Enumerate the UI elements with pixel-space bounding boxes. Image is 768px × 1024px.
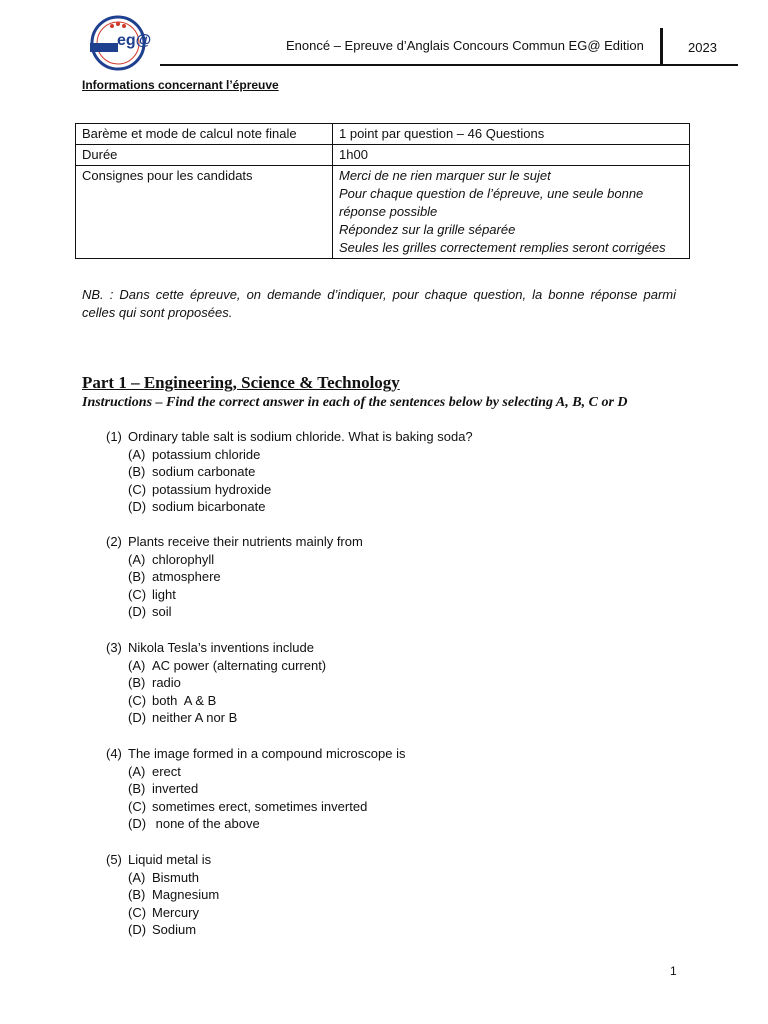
answer-option xyxy=(128,463,473,481)
info-value-line: 1h00 xyxy=(339,147,368,162)
option-text: Mercury xyxy=(152,904,199,920)
option-letter: (C) xyxy=(128,692,147,708)
option-text: atmosphere xyxy=(152,569,221,585)
option-text: inverted xyxy=(152,781,199,797)
answer-option xyxy=(128,798,405,816)
answer-option xyxy=(128,481,473,499)
answer-option xyxy=(128,709,326,727)
part-instructions: Instructions – Find the correct answer in each of the sentences below by selecting A, B, C or D xyxy=(82,395,628,410)
answer-option xyxy=(128,921,219,939)
info-label: Consignes pour les candidats xyxy=(76,166,333,259)
answer-option xyxy=(128,886,219,904)
info-value-line: 1 point par question – 46 Questions xyxy=(339,126,545,141)
question-stem xyxy=(106,639,326,657)
answer-option xyxy=(128,586,363,604)
question-text: Ordinary table salt is sodium chloride. What is baking soda? xyxy=(128,429,473,444)
option-list xyxy=(106,657,326,727)
info-value xyxy=(333,124,690,145)
option-text: sodium bicarbonate xyxy=(152,499,266,515)
option-letter: (B) xyxy=(128,464,146,480)
question-stem xyxy=(106,745,405,763)
header-title: Enoncé – Epreuve d’Anglais Concours Commun EG@ Edition xyxy=(286,38,644,53)
option-text: light xyxy=(152,586,176,602)
option-letter: (D) xyxy=(128,499,147,515)
question xyxy=(106,428,473,516)
question-text: Nikola Tesla’s inventions include xyxy=(128,640,314,655)
info-value-line: Répondez sur la grille séparée xyxy=(339,222,516,237)
option-text: sodium carbonate xyxy=(152,464,256,480)
option-letter: (A) xyxy=(128,551,146,567)
option-list xyxy=(106,551,363,621)
question-number: (3) xyxy=(106,640,122,655)
option-letter: (C) xyxy=(128,904,147,920)
option-text: erect xyxy=(152,763,181,779)
option-letter: (B) xyxy=(128,887,146,903)
header-year: 2023 xyxy=(688,40,717,55)
option-letter: (A) xyxy=(128,446,146,462)
option-text: potassium chloride xyxy=(152,446,261,462)
question xyxy=(106,533,363,621)
option-text: Magnesium xyxy=(152,887,220,903)
question-stem xyxy=(106,428,473,446)
question xyxy=(106,745,405,833)
question-stem xyxy=(106,533,363,551)
info-table-row xyxy=(76,145,690,166)
info-heading: Informations concernant l’épreuve xyxy=(82,78,279,92)
answer-option xyxy=(128,551,363,569)
option-list xyxy=(106,446,473,516)
option-letter: (A) xyxy=(128,763,146,779)
option-letter: (B) xyxy=(128,781,146,797)
answer-option xyxy=(128,603,363,621)
question-text: Liquid metal is xyxy=(128,852,212,867)
answer-option xyxy=(128,657,326,675)
option-letter: (C) xyxy=(128,481,147,497)
option-list xyxy=(106,763,405,833)
option-text: neither A nor B xyxy=(152,710,238,726)
part-title: Part 1 – Engineering, Science & Technology xyxy=(82,373,400,392)
option-letter: (B) xyxy=(128,569,146,585)
svg-text:eg@: eg@ xyxy=(117,32,152,49)
question xyxy=(106,851,219,939)
answer-option xyxy=(128,780,405,798)
option-letter: (D) xyxy=(128,604,147,620)
option-text: both A & B xyxy=(152,692,217,708)
option-letter: (D) xyxy=(128,922,147,938)
option-text: sometimes erect, sometimes inverted xyxy=(152,798,368,814)
question xyxy=(106,639,326,727)
option-letter: (D) xyxy=(128,710,147,726)
option-letter: (D) xyxy=(128,816,147,832)
option-text: soil xyxy=(152,604,172,620)
option-text: potassium hydroxide xyxy=(152,481,272,497)
info-value xyxy=(333,145,690,166)
option-text: none of the above xyxy=(152,816,260,832)
question-number: (2) xyxy=(106,534,122,549)
info-table-row xyxy=(76,124,690,145)
option-list xyxy=(106,869,219,939)
info-value xyxy=(333,166,690,259)
answer-option xyxy=(128,568,363,586)
option-letter: (A) xyxy=(128,657,146,673)
option-letter: (C) xyxy=(128,586,147,602)
option-letter: (C) xyxy=(128,798,147,814)
nb-note: NB. : Dans cette épreuve, on demande d’indiquer, pour chaque question, la bonne réponse parmi celles qui sont proposées. xyxy=(82,287,676,320)
question-number: (5) xyxy=(106,852,122,867)
answer-option xyxy=(128,692,326,710)
page-number: 1 xyxy=(670,964,677,978)
answer-option xyxy=(128,763,405,781)
answer-option xyxy=(128,498,473,516)
info-value-line: Merci de ne rien marquer sur le sujet xyxy=(339,168,551,183)
header-rule xyxy=(160,64,738,66)
answer-option xyxy=(128,815,405,833)
option-text: radio xyxy=(152,675,181,691)
option-text: Sodium xyxy=(152,922,197,938)
info-label: Durée xyxy=(76,145,333,166)
answer-option xyxy=(128,904,219,922)
info-label: Barème et mode de calcul note finale xyxy=(76,124,333,145)
option-letter: (B) xyxy=(128,675,146,691)
question-number: (1) xyxy=(106,429,122,444)
header-separator xyxy=(660,28,663,66)
question-text: The image formed in a compound microscope is xyxy=(128,746,406,761)
answer-option xyxy=(128,674,326,692)
info-value-line: Seules les grilles correctement remplies seront corrigées xyxy=(339,240,666,255)
info-table-row xyxy=(76,166,690,259)
option-text: Bismuth xyxy=(152,869,199,885)
answer-option xyxy=(128,446,473,464)
question-text: Plants receive their nutrients mainly from xyxy=(128,534,363,549)
option-letter: (A) xyxy=(128,869,146,885)
info-table xyxy=(75,123,690,259)
info-value-line: Pour chaque question de l’épreuve, une seule bonne réponse possible xyxy=(339,186,644,219)
answer-option xyxy=(128,869,219,887)
question-number: (4) xyxy=(106,746,122,761)
eg-logo xyxy=(84,14,152,72)
option-text: chlorophyll xyxy=(152,551,215,567)
question-stem xyxy=(106,851,219,869)
option-text: AC power (alternating current) xyxy=(152,657,327,673)
